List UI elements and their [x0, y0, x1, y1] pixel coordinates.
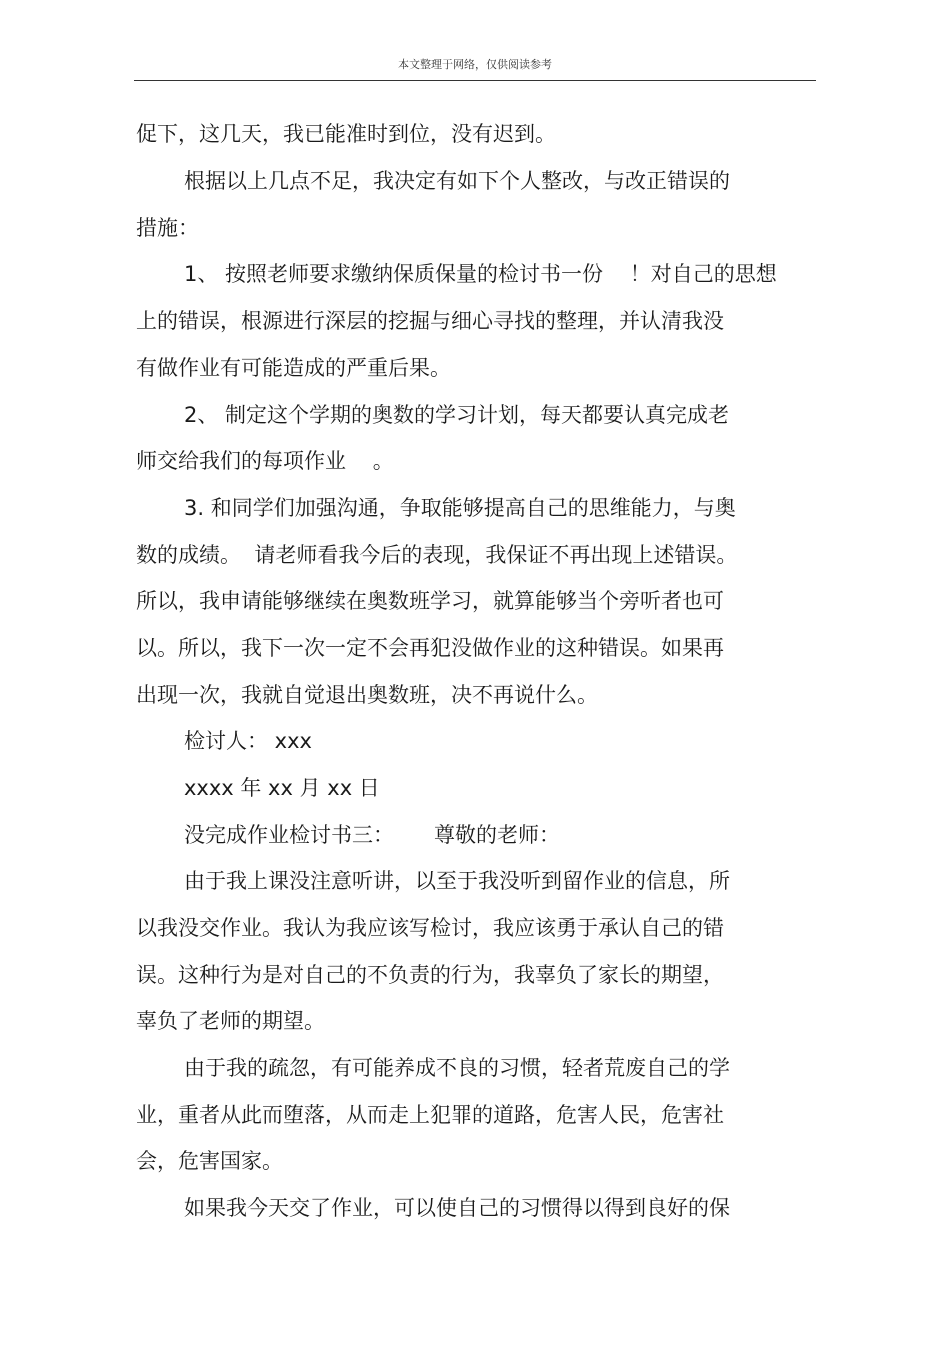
text-line: 3. 和同学们加强沟通，争取能够提高自己的思维能力，与奥 — [184, 496, 736, 520]
text-line: 由于我的疏忽，有可能养成不良的习惯，轻者荒废自己的学 — [184, 1056, 730, 1080]
text-line: 数的成绩。 请老师看我今后的表现，我保证不再出现上述错误。 — [136, 543, 738, 567]
text-line: 由于我上课没注意听讲，以至于我没听到留作业的信息，所 — [184, 869, 730, 893]
text-line: 1、 按照老师要求缴纳保质保量的检讨书一份 ！对自己的思想 — [184, 262, 777, 286]
text-line: 根据以上几点不足，我决定有如下个人整改，与改正错误的 — [184, 169, 730, 193]
text-line: 出现一次，我就自觉退出奥数班，决不再说什么。 — [136, 683, 598, 707]
date-line: xxxx 年 xx 月 xx 日 — [184, 776, 380, 800]
text-line: 以我没交作业。我认为我应该写检讨，我应该勇于承认自己的错 — [136, 916, 724, 940]
text-line: 辜负了老师的期望。 — [136, 1009, 325, 1033]
text-line: 促下，这几天，我已能准时到位，没有迟到。 — [136, 122, 556, 146]
section-title: 没完成作业检讨书三： 尊敬的老师： — [184, 823, 561, 847]
text-line: 2、 制定这个学期的奥数的学习计划，每天都要认真完成老 — [184, 403, 730, 427]
signer-line: 检讨人： xxx — [184, 729, 312, 753]
page-header: 本文整理于网络，仅供阅读参考 — [134, 58, 816, 81]
text-line: 有做作业有可能造成的严重后果。 — [136, 356, 451, 380]
text-line: 以。所以，我下一次一定不会再犯没做作业的这种错误。如果再 — [136, 636, 724, 660]
text-line: 措施： — [136, 216, 199, 240]
text-line: 上的错误，根源进行深层的挖掘与细心寻找的整理，并认清我没 — [136, 309, 724, 333]
text-line: 误。这种行为是对自己的不负责的行为，我辜负了家长的期望， — [136, 963, 724, 987]
text-line: 师交给我们的每项作业 。 — [136, 449, 394, 473]
text-line: 会，危害国家。 — [136, 1149, 283, 1173]
text-line: 所以，我申请能够继续在奥数班学习，就算能够当个旁听者也可 — [136, 589, 724, 613]
text-line: 如果我今天交了作业，可以使自己的习惯得以得到良好的保 — [184, 1196, 730, 1220]
text-line: 业，重者从此而堕落，从而走上犯罪的道路，危害人民，危害社 — [136, 1103, 724, 1127]
